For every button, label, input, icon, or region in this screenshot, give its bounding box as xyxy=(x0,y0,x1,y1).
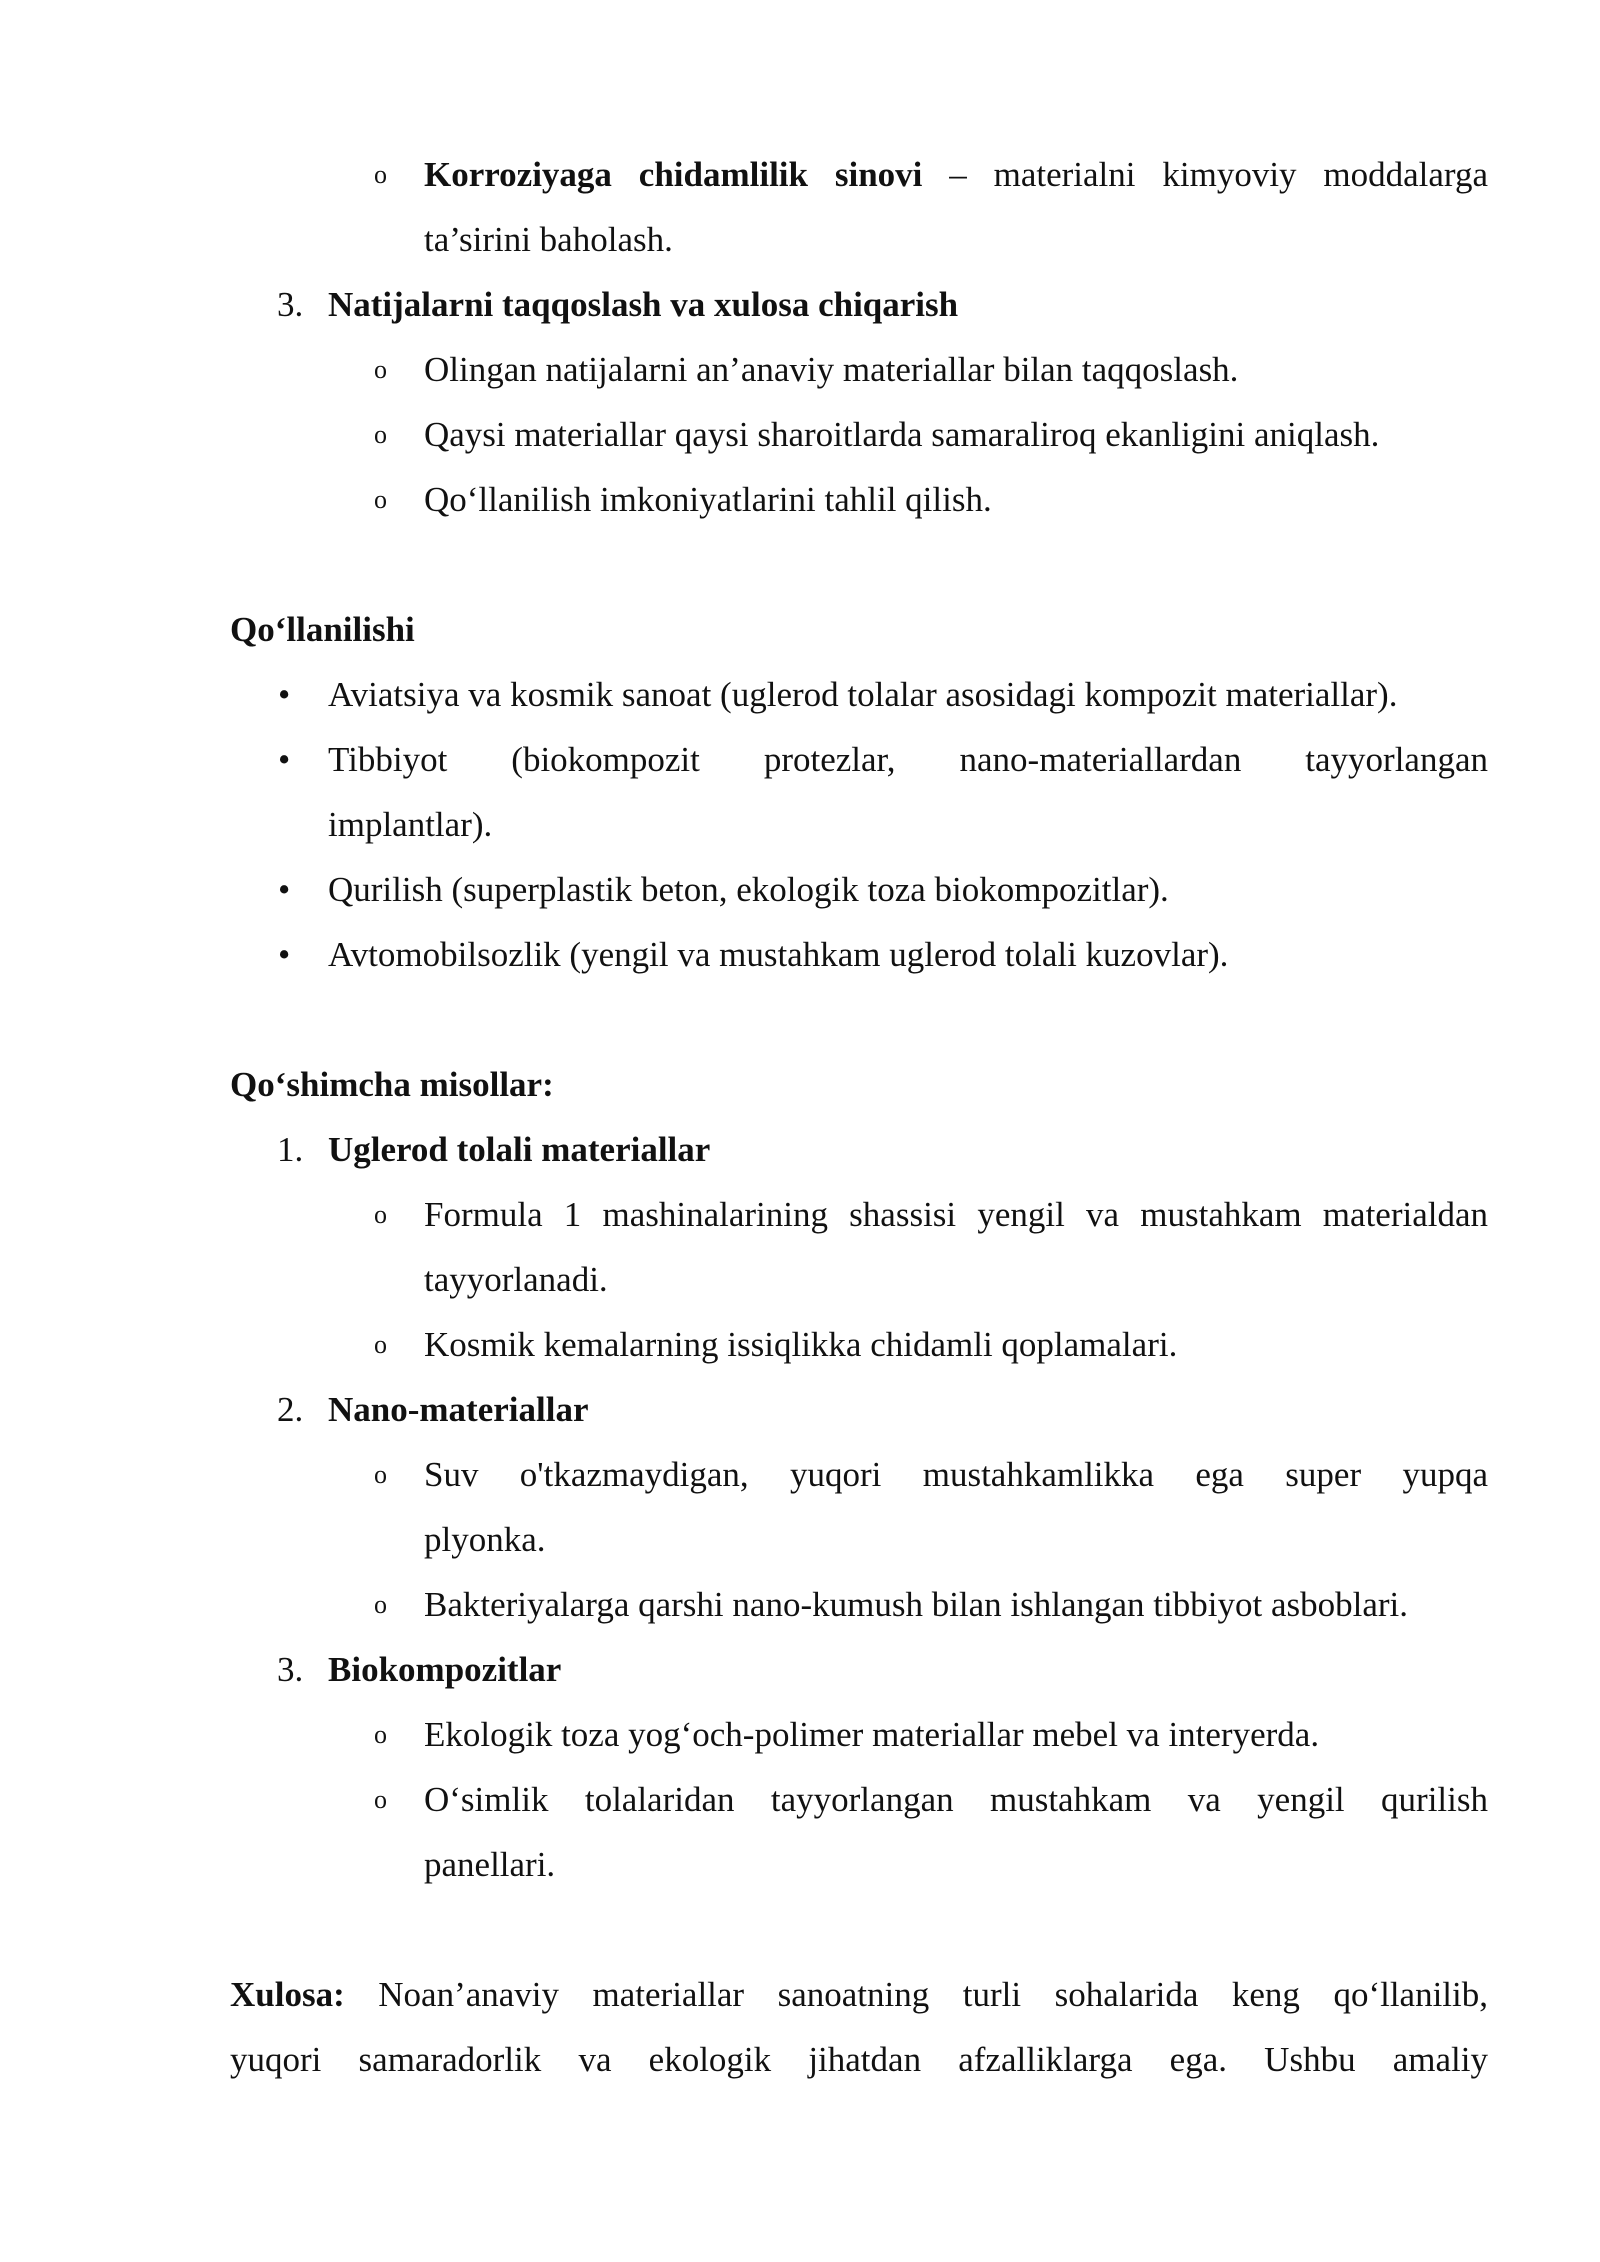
bullet-marker: • xyxy=(278,870,291,909)
sub-bullet-marker: o xyxy=(374,420,387,449)
corrosion-test-title: Korroziyaga chidamlilik sinovi xyxy=(424,155,923,194)
sub-item: Qo‘llanilish imkoniyatlarini tahlil qilish. xyxy=(424,480,992,519)
sub-bullet-marker: o xyxy=(374,355,387,384)
sub-item: Olingan natijalarni an’anaviy materiallar bilan taqqoslash. xyxy=(424,350,1239,389)
corrosion-test-text: – materialni kimyoviy moddalarga xyxy=(922,155,1488,194)
sub-item: Qaysi materiallar qaysi sharoitlarda samaraliroq ekanligini aniqlash. xyxy=(424,415,1380,454)
sub-bullet-marker: o xyxy=(374,1200,387,1229)
sub-bullet-marker: o xyxy=(374,1785,387,1814)
conclusion-text: Noan’anaviy materiallar sanoatning turli sohalarida keng qo‘llanilib, xyxy=(344,1975,1488,2014)
sub-item-continuation: plyonka. xyxy=(424,1520,546,1559)
bullet-item: Avtomobilsozlik (yengil va mustahkam uglerod tolali kuzovlar). xyxy=(328,935,1229,974)
list-number: 2. xyxy=(277,1390,304,1429)
sub-item-continuation: ta’sirini baholash. xyxy=(424,220,673,259)
sub-item: Ekologik toza yog‘och-polimer materiallar mebel va interyerda. xyxy=(424,1715,1320,1754)
bullet-item: Aviatsiya va kosmik sanoat (uglerod tolalar asosidagi kompozit materiallar). xyxy=(328,675,1398,714)
sub-item-continuation: tayyorlanadi. xyxy=(424,1260,608,1299)
list-number: 1. xyxy=(277,1130,304,1169)
list-item-title: Uglerod tolali materiallar xyxy=(328,1130,711,1169)
sub-item: O‘simlik tolalaridan tayyorlangan mustahkam va yengil qurilish xyxy=(424,1780,1488,1819)
bullet-marker: • xyxy=(278,675,291,714)
bullet-item-continuation: implantlar). xyxy=(328,805,493,844)
sub-item: Suv o'tkazmaydigan, yuqori mustahkamlikka ega super yupqa xyxy=(424,1455,1488,1494)
bullet-item: Tibbiyot (biokompozit protezlar, nano-materiallardan tayyorlangan xyxy=(328,740,1488,779)
section-heading-examples: Qo‘shimcha misollar: xyxy=(230,1065,554,1104)
section-heading-application: Qo‘llanilishi xyxy=(230,610,415,649)
sub-bullet-marker: o xyxy=(374,1720,387,1749)
sub-bullet-marker: o xyxy=(374,1460,387,1489)
conclusion-paragraph-line: yuqori samaradorlik va ekologik jihatdan afzalliklarga ega. Ushbu amaliy xyxy=(230,2040,1488,2079)
sub-bullet-marker: o xyxy=(374,1330,387,1359)
bullet-marker: • xyxy=(278,935,291,974)
list-number: 3. xyxy=(277,285,304,324)
sub-item: Kosmik kemalarning issiqlikka chidamli qoplamalari. xyxy=(424,1325,1178,1364)
list-item-title: Nano-materiallar xyxy=(328,1390,589,1429)
sub-item: Formula 1 mashinalarining shassisi yengil va mustahkam materialdan xyxy=(424,1195,1488,1234)
sub-bullet-marker: o xyxy=(374,160,387,189)
list-item-title: Biokompozitlar xyxy=(328,1650,562,1689)
list-item-title: Natijalarni taqqoslash va xulosa chiqarish xyxy=(328,285,959,324)
sub-item: Bakteriyalarga qarshi nano-kumush bilan ishlangan tibbiyot asboblari. xyxy=(424,1585,1408,1624)
sub-item-continuation: panellari. xyxy=(424,1845,556,1884)
list-number: 3. xyxy=(277,1650,304,1689)
sub-item-corrosion-test xyxy=(424,142,1488,207)
sub-bullet-marker: o xyxy=(374,485,387,514)
conclusion-label: Xulosa: xyxy=(230,1975,345,2014)
conclusion-paragraph xyxy=(230,1962,1488,2027)
bullet-item: Qurilish (superplastik beton, ekologik toza biokompozitlar). xyxy=(328,870,1169,909)
sub-bullet-marker: o xyxy=(374,1590,387,1619)
bullet-marker: • xyxy=(278,740,291,779)
